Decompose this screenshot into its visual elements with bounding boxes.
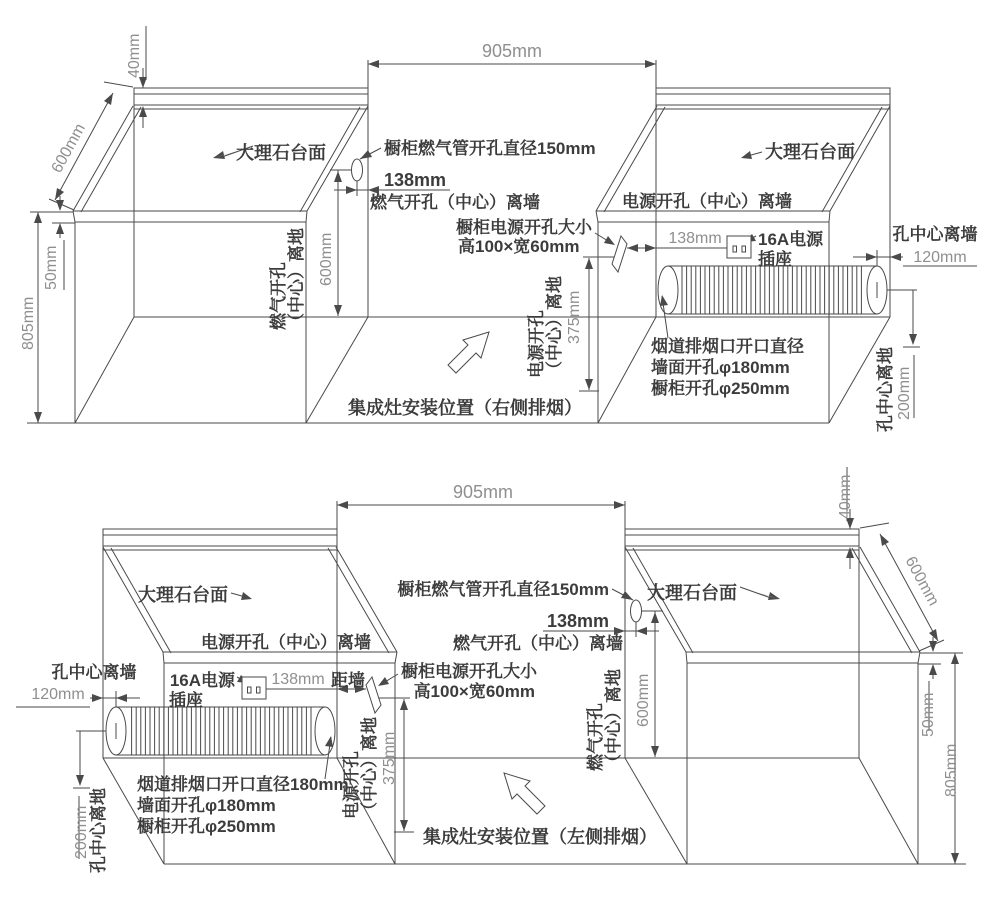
- label-counter-thickness: 50mm: [43, 245, 60, 290]
- label-niche-width-b: 905mm: [452, 482, 514, 502]
- label-niche-width: 905mm: [481, 41, 543, 61]
- label-gas-floor-2-b: （中心）离地: [604, 669, 623, 771]
- label-power-floor-1-b: 电源开孔: [342, 751, 361, 819]
- label-hole-wall-b: 孔中心离墙: [51, 663, 137, 682]
- label-gas-wall: 燃气开孔（中心）离墙: [370, 193, 540, 212]
- label-hole-wall: 孔中心离墙: [892, 225, 978, 244]
- label-power-size-2: 高100×宽60mm: [458, 237, 580, 256]
- label-gas-pipe-hole: 橱柜燃气管开孔直径150mm: [384, 139, 596, 158]
- label-socket-1-b: 16A电源: [169, 671, 235, 690]
- label-hole-floor-value: 200mm: [896, 366, 913, 420]
- label-power-size-1: 橱柜电源开孔大小: [456, 218, 592, 237]
- label-flue-1: 烟道排烟口开口直径: [651, 337, 804, 356]
- label-gas-floor-value-b: 600mm: [635, 673, 652, 727]
- label-gas-offset: 138mm: [383, 170, 447, 190]
- label-power-wall-b: 电源开孔（中心）离墙: [201, 633, 371, 652]
- label-gas-pipe-hole-b: 橱柜燃气管开孔直径150mm: [397, 580, 609, 599]
- power-socket-icon: [727, 236, 751, 258]
- label-gas-floor-value: 600mm: [318, 232, 335, 286]
- label-power-wall: 电源开孔（中心）离墙: [622, 192, 792, 211]
- label-counter-depth-b: 600mm: [901, 553, 942, 609]
- label-power-floor-value: 375mm: [566, 290, 583, 344]
- label-hole-floor-value-b: 200mm: [73, 805, 90, 859]
- label-hole-floor: 孔中心离地: [876, 347, 895, 432]
- bottom-diagram: [16, 467, 966, 873]
- label-hole-wall-value-b: 120mm: [31, 686, 85, 703]
- label-splash-height-b: 40mm: [837, 474, 854, 519]
- direction-arrow: [448, 332, 489, 373]
- label-gas-floor-1: 燃气开孔: [269, 262, 288, 330]
- label-power-floor-1: 电源开孔: [527, 310, 546, 378]
- label-marble-left-b: 大理石台面: [138, 585, 228, 605]
- label-power-size-1-b: 橱柜电源开孔大小: [401, 662, 537, 681]
- label-hole-wall-value: 120mm: [913, 249, 967, 266]
- exhaust-duct: [658, 266, 887, 314]
- label-power-floor-value-b: 375mm: [381, 731, 398, 785]
- label-marble-right: 大理石台面: [765, 142, 855, 162]
- label-marble-left: 大理石台面: [236, 143, 326, 163]
- top-diagram-title: 集成灶安装位置（右侧排烟）: [348, 398, 582, 418]
- label-wall-distance-b: 距墙: [331, 671, 365, 690]
- label-power-offset: 138mm: [668, 230, 722, 247]
- label-socket-2-b: 插座: [169, 691, 203, 710]
- label-splash-height: 40mm: [126, 33, 143, 78]
- label-power-offset-b: 138mm: [271, 671, 325, 688]
- label-marble-right-b: 大理石台面: [647, 583, 737, 603]
- label-gas-floor-2: （中心）离地: [287, 228, 306, 330]
- label-gas-floor-1-b: 燃气开孔: [586, 703, 605, 771]
- top-diagram: [20, 26, 978, 432]
- label-counter-height-b: 805mm: [943, 743, 960, 797]
- label-power-size-2-b: 高100×宽60mm: [413, 682, 535, 701]
- label-flue-2: 墙面开孔φ180mm: [651, 358, 790, 377]
- label-flue-3: 橱柜开孔φ250mm: [651, 379, 790, 398]
- label-socket-2: 插座: [758, 250, 792, 269]
- bottom-diagram-title: 集成灶安装位置（左侧排烟）: [423, 827, 657, 847]
- label-flue-2-b: 墙面开孔φ180mm: [137, 796, 276, 815]
- label-socket-1: 16A电源: [758, 230, 824, 249]
- label-flue-3-b: 橱柜开孔φ250mm: [137, 817, 276, 836]
- power-opening-hole: [612, 236, 627, 272]
- label-gas-wall-b: 燃气开孔（中心）离墙: [453, 634, 623, 653]
- label-gas-offset-b: 138mm: [546, 611, 610, 631]
- gas-pipe-hole: [352, 159, 363, 181]
- label-power-floor-2: （中心）离地: [545, 276, 564, 378]
- label-hole-floor-b: 孔中心离地: [89, 788, 108, 873]
- label-counter-thickness-b: 50mm: [920, 692, 937, 737]
- label-flue-1-b: 烟道排烟口开口直径180mm: [137, 775, 349, 794]
- label-counter-depth: 600mm: [48, 120, 89, 176]
- label-power-floor-2-b: （中心）离地: [360, 717, 379, 819]
- label-counter-height: 805mm: [20, 296, 37, 350]
